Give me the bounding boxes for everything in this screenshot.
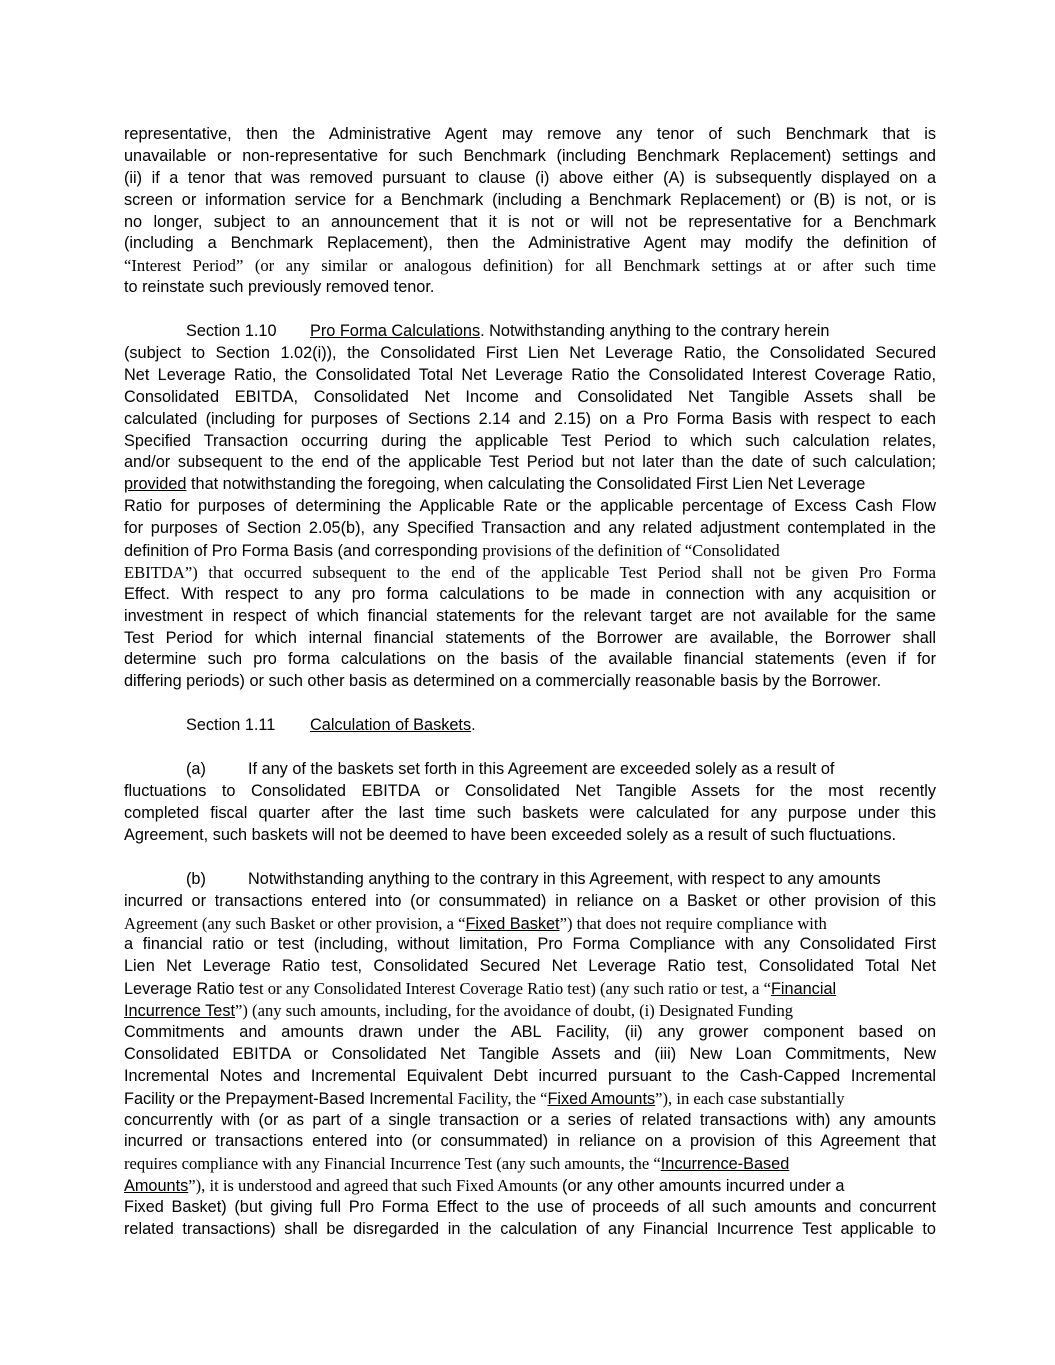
document-page	[124, 124, 936, 1241]
text-line: completed fiscal quarter after the last time such baskets were calculated for any purpose under this	[124, 803, 936, 822]
section-title: Pro Forma Calculations	[310, 322, 481, 341]
text-line: Incurrence Test”) (any such amounts, including, for the avoidance of doubt, (i) Designated Funding	[124, 1001, 794, 1021]
text-line: Fixed Basket) (but giving full Pro Forma Effect to the use of proceeds of all such amounts and concurrent	[124, 1198, 936, 1217]
text-line: Net Leverage Ratio, the Consolidated Total Net Leverage Ratio the Consolidated Interest Coverage Ratio,	[124, 365, 936, 384]
text-line: “Interest Period” (or any similar or analogous definition) for all Benchmark settings at or after such time	[124, 256, 936, 276]
text-line: Incremental Notes and Incremental Equivalent Debt incurred pursuant to the Cash-Capped Incremental	[124, 1066, 936, 1085]
text-line: incurred or transactions entered into (or consummated) in reliance on a Basket or other provision of this	[124, 891, 936, 910]
clause-label: (b)	[186, 869, 206, 888]
text-line: and/or subsequent to the end of the applicable Test Period but not later than the date of such calculation;	[124, 453, 936, 472]
text-line: concurrently with (or as part of a single transaction or a series of related transactions with) any amounts	[124, 1110, 936, 1129]
text-line: Amounts”), it is understood and agreed that such Fixed Amounts (or any other amounts incurred under a	[124, 1176, 845, 1196]
paragraph-a	[124, 759, 936, 847]
text-line: Ratio for purposes of determining the Applicable Rate or the applicable percentage of Excess Cash Flow	[124, 497, 936, 516]
text-line: Test Period for which internal financial statements of the Borrower are available, the Borrower shall	[124, 628, 936, 647]
text-line: Consolidated EBITDA or Consolidated Net Tangible Assets and (iii) New Loan Commitments, New	[124, 1044, 936, 1063]
defined-term: Fixed Basket	[465, 914, 560, 933]
defined-term: Incurrence-Based	[660, 1155, 790, 1174]
text-line: Facility or the Prepayment-Based Incremental Facility, the “Fixed Amounts”), in each case substantially	[124, 1088, 845, 1108]
section-number: Section 1.11	[186, 716, 276, 735]
text-line: (subject to Section 1.02(i)), the Consolidated First Lien Net Leverage Ratio, the Consolidated Secured	[124, 344, 936, 363]
text-line: related transactions) shall be disregarded in the calculation of any Financial Incurrence Test applicable to	[124, 1219, 936, 1238]
text-line: Effect. With respect to any pro forma calculations to be made in connection with any acquisition or	[124, 584, 936, 603]
text-line: Agreement (any such Basket or other provision, a “Fixed Basket”) that does not require compliance with	[124, 913, 827, 933]
text-line: unavailable or non-representative for such Benchmark (including Benchmark Replacement) settings and	[124, 146, 936, 165]
clause-label: (a)	[186, 760, 206, 779]
text-line: screen or information service for a Benchmark (including a Benchmark Replacement) or (B) is not, or is	[124, 190, 936, 209]
text-line: requires compliance with any Financial Incurrence Test (any such amounts, the “Incurrence-Based	[124, 1154, 790, 1174]
text-line: Specified Transaction occurring during the applicable Test Period to which such calculation relates,	[124, 431, 936, 450]
text-line: differing periods) or such other basis as determined on a commercially reasonable basis by the Borrower.	[124, 672, 882, 691]
section-title: Calculation of Baskets	[310, 716, 472, 735]
text-line: provided that notwithstanding the foregoing, when calculating the Consolidated First Lien Net Leverage	[124, 475, 866, 494]
defined-term: Incurrence Test	[124, 1002, 236, 1021]
section-number: Section 1.10	[186, 322, 277, 341]
defined-term: Fixed Amounts	[547, 1089, 656, 1108]
text-line: Lien Net Leverage Ratio test, Consolidated Secured Net Leverage Ratio test, Consolidated Total Net	[124, 957, 936, 976]
text-line: definition of Pro Forma Basis (and corresponding provisions of the definition of “Consolidated	[124, 541, 780, 561]
text-line: Section 1.10 Pro Forma Calculations. Notwithstanding anything to the contrary herein	[124, 321, 936, 343]
text-line: Consolidated EBITDA, Consolidated Net Income and Consolidated Net Tangible Assets shall be	[124, 387, 936, 406]
section-1-11-heading: Section 1.11 Calculation of Baskets.	[124, 715, 936, 737]
provided-term: provided	[124, 475, 187, 494]
text-line: investment in respect of which financial statements for the relevant target are not available for the same	[124, 606, 936, 625]
text-line: to reinstate such previously removed tenor.	[124, 278, 435, 297]
text-line: (b) Notwithstanding anything to the contrary in this Agreement, with respect to any amounts	[124, 869, 936, 891]
text-line: Leverage Ratio test or any Consolidated Interest Coverage Ratio test) (any such ratio or test, a “Financial	[124, 979, 837, 999]
text-line: Commitments and amounts drawn under the ABL Facility, (ii) any grower component based on	[124, 1022, 936, 1041]
text-line: Agreement, such baskets will not be deemed to have been exceeded solely as a result of such fluctuations.	[124, 825, 897, 844]
text-line: fluctuations to Consolidated EBITDA or Consolidated Net Tangible Assets for the most recently	[124, 782, 936, 801]
text-line: determine such pro forma calculations on the basis of the available financial statements (even if for	[124, 650, 936, 669]
text-line: for purposes of Section 2.05(b), any Specified Transaction and any related adjustment contemplated in the	[124, 519, 936, 538]
text-line: incurred or transactions entered into (or consummated) in reliance on a provision of this Agreement that	[124, 1132, 936, 1151]
text-line: EBITDA”) that occurred subsequent to the end of the applicable Test Period shall not be given Pro Forma	[124, 562, 936, 582]
paragraph-b	[124, 869, 936, 1241]
text-line: representative, then the Administrative Agent may remove any tenor of such Benchmark that is	[124, 125, 936, 143]
text-line: (ii) if a tenor that was removed pursuant to clause (i) above either (A) is subsequently displayed on a	[124, 168, 936, 187]
text-line: calculated (including for purposes of Sections 2.14 and 2.15) on a Pro Forma Basis with respect to each	[124, 409, 936, 428]
text-line: (including a Benchmark Replacement), then the Administrative Agent may modify the definition of	[124, 234, 936, 253]
defined-term: Amounts	[124, 1177, 189, 1196]
text-line: a financial ratio or test (including, without limitation, Pro Forma Compliance with any Consolidated First	[124, 935, 936, 954]
paragraph-benchmark-tenor	[124, 124, 936, 299]
text-line: no longer, subject to an announcement that it is not or will not be representative for a Benchmark	[124, 212, 936, 231]
defined-term: Financial	[770, 980, 837, 999]
section-1-10	[124, 321, 936, 693]
text-line: (a) If any of the baskets set forth in this Agreement are exceeded solely as a result of	[124, 759, 936, 781]
